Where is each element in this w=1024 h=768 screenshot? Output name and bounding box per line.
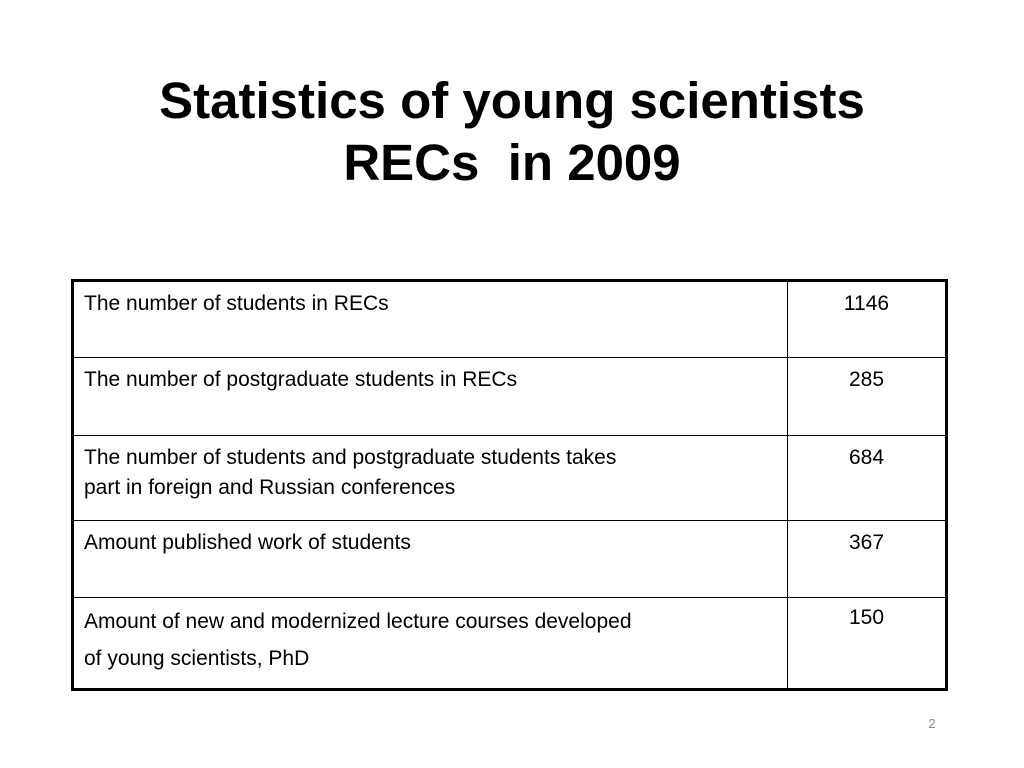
row-value: 684 xyxy=(788,436,947,521)
table-row xyxy=(73,281,947,358)
row-label xyxy=(73,598,788,690)
row-value: 150 xyxy=(788,598,947,690)
row-label xyxy=(73,281,788,358)
statistics-table xyxy=(71,279,948,691)
row-value: 1146 xyxy=(788,281,947,358)
row-label-line: The number of postgraduate students in RECs xyxy=(84,368,518,391)
row-label-line: Amount published work of students xyxy=(84,531,411,554)
row-label-line: The number of students and postgraduate students takes xyxy=(84,446,617,469)
row-value: 367 xyxy=(788,521,947,598)
slide-title-line: Statistics of young scientists xyxy=(159,72,865,129)
row-label xyxy=(73,521,788,598)
table-row xyxy=(73,358,947,436)
row-label-line: of young scientists, PhD xyxy=(84,647,310,670)
row-label-line: Amount of new and modernized lecture courses developed xyxy=(84,610,632,633)
row-label-line: The number of students in RECs xyxy=(84,292,389,315)
row-label xyxy=(73,358,788,436)
table-row xyxy=(73,436,947,521)
slide-title xyxy=(0,70,1024,194)
table-row xyxy=(73,598,947,690)
slide-title-line: RECs in 2009 xyxy=(343,134,681,191)
table-row xyxy=(73,521,947,598)
row-label xyxy=(73,436,788,521)
row-label-line: part in foreign and Russian conferences xyxy=(84,476,456,499)
page-number: 2 xyxy=(928,716,936,731)
row-value: 285 xyxy=(788,358,947,436)
